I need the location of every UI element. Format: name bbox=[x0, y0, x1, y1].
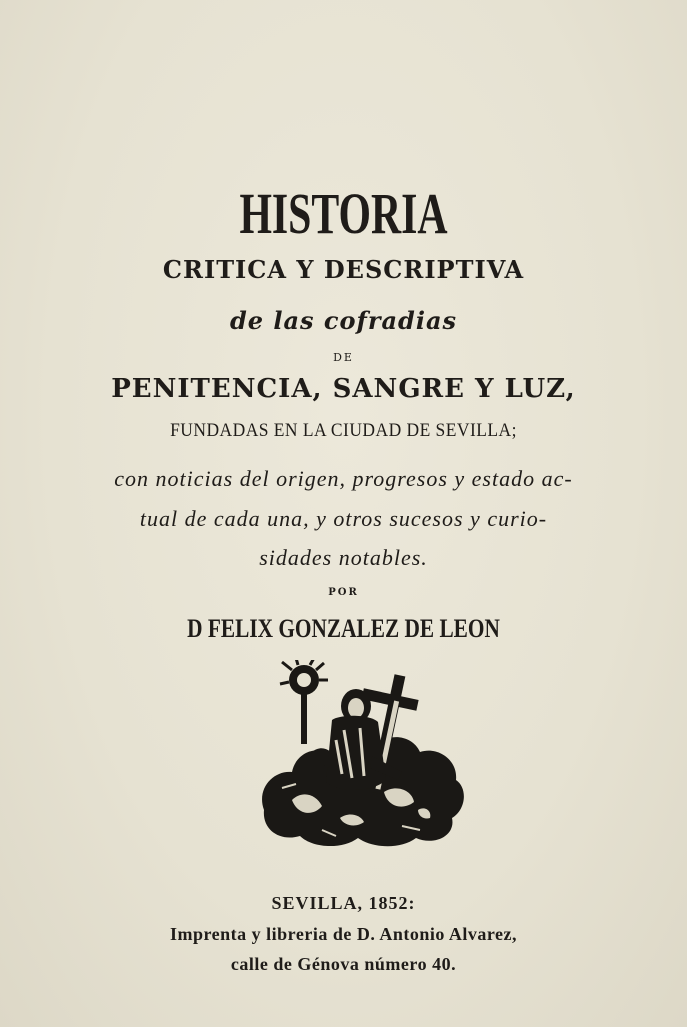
subtitle-critica-descriptiva: CRITICA Y DESCRIPTIVA bbox=[162, 255, 525, 284]
description-line-3: sidades notables. bbox=[259, 545, 428, 570]
book-title: HISTORIA bbox=[239, 181, 448, 246]
founded-line: FUNDADAS EN LA CIUDAD DE SEVILLA; bbox=[170, 420, 517, 441]
imprint-city-year: SEVILLA, 1852: bbox=[271, 893, 416, 913]
por-label: POR bbox=[328, 587, 359, 598]
author-name: D FELIX GONZALEZ DE LEON bbox=[187, 614, 500, 643]
connector-de: DE bbox=[333, 351, 354, 364]
description-line-2: tual de cada una, y otros sucesos y curio- bbox=[139, 506, 548, 531]
penitent-figure-with-cross-emblem-icon bbox=[252, 660, 470, 848]
description-line-1: con noticias del origen, progresos y estado ac- bbox=[114, 466, 573, 491]
subtitle-cofradias: de las cofradias bbox=[229, 306, 458, 335]
subtitle-penitencia: PENITENCIA, SANGRE Y LUZ, bbox=[111, 374, 576, 404]
imprint-address: calle de Génova número 40. bbox=[230, 954, 457, 974]
imprint-printer: Imprenta y libreria de D. Antonio Alvarez, bbox=[170, 924, 517, 944]
